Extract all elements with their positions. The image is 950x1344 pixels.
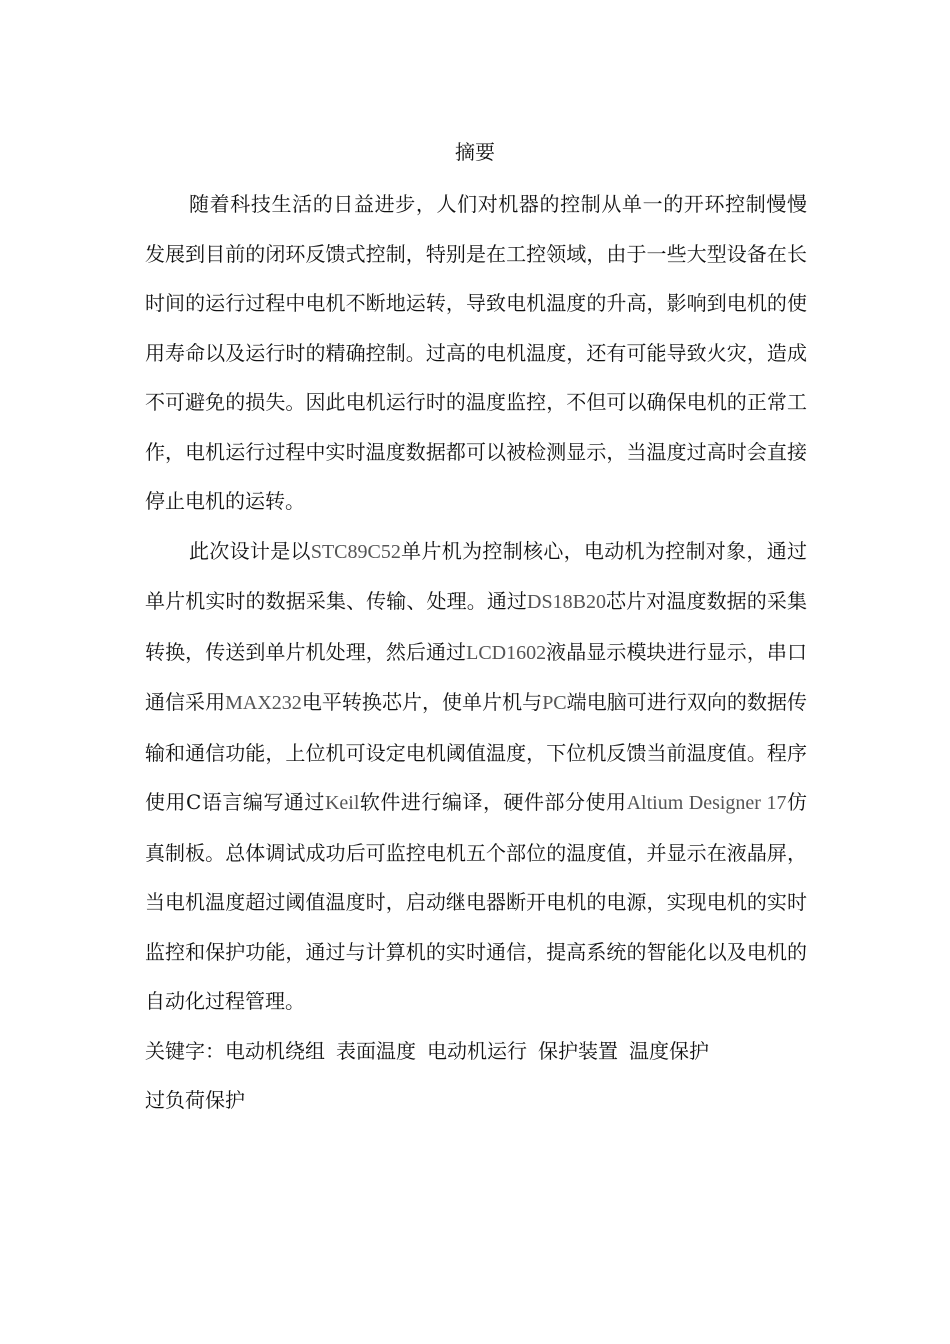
paragraph-text: 单片机为控制核心，电动机为控制对象，通过单片机实时的数据采集、传输、处理。通过 (145, 538, 808, 613)
keywords-label: 关键字： (145, 1038, 225, 1063)
term-mcu: STC89C52 (310, 540, 401, 563)
term-keil: Keil (324, 792, 360, 814)
paragraph-text: 仿真制板。总体调试成功后可监控电机五个部位的温度值，并显示在液晶屏，当电机温度超过阈值温度时，启动继电器断开电机的电源，实现电机的实时监控和保护功能，通过与计算机的实时通信，提高系统的智能化以及电机的自动化过程管理。 (145, 790, 807, 1013)
term-sensor: DS18B20 (527, 591, 606, 613)
keyword-item: 电动机绕组 (225, 1038, 325, 1063)
term-pc: PC (542, 692, 567, 714)
abstract-body (145, 180, 807, 1126)
paragraph-text: 软件进行编译，硬件部分使用 (359, 790, 627, 814)
abstract-paragraph-1: 随着科技生活的日益进步，人们对机器的控制从单一的开环控制慢慢发展到目前的闭环反馈式控制，特别是在工控领域，由于一些大型设备在长时间的运行过程中电机不断地运转，导致电机温度的升高，影响到电机的使用寿命以及运行时的精确控制。过高的电机温度，还有可能导致火灾，造成不可避免的损失。因此电机运行时的温度监控，不但可以确保电机的正常工作，电机运行过程中实时温度数据都可以被检测显示，当温度过高时会直接停止电机的运转。 (145, 192, 807, 513)
term-lcd: LCD1602 (466, 641, 547, 664)
term-serial-chip: MAX232 (225, 692, 302, 714)
keyword-item: 电动机运行 (427, 1038, 527, 1063)
paragraph-text: 液晶显示模块进行显示，串口通信采用 (145, 639, 808, 714)
term-altium: Altium Designer 17 (626, 792, 787, 814)
paragraph-text: 芯片对温度数据的采集转换，传送到单片机处理，然后通过 (145, 589, 808, 664)
keywords-line (145, 1027, 807, 1126)
keyword-item: 温度保护 (629, 1038, 709, 1063)
keyword-item: 表面温度 (336, 1038, 416, 1063)
paragraph-text: 此次设计是以 (189, 538, 311, 563)
page-title: 摘要 (455, 140, 495, 164)
keyword-item: 保护装置 (538, 1038, 618, 1063)
paragraph-text: 电平转换芯片，使单片机与 (301, 690, 543, 714)
paragraph-text: 端电脑可进行双向的数据传输和通信功能，上位机可设定电机阈值温度，下位机反馈当前温度值。程序使用C语言编写通过 (145, 690, 808, 814)
abstract-paragraph-2 (145, 527, 807, 1027)
keyword-item: 过负荷保护 (145, 1088, 245, 1112)
